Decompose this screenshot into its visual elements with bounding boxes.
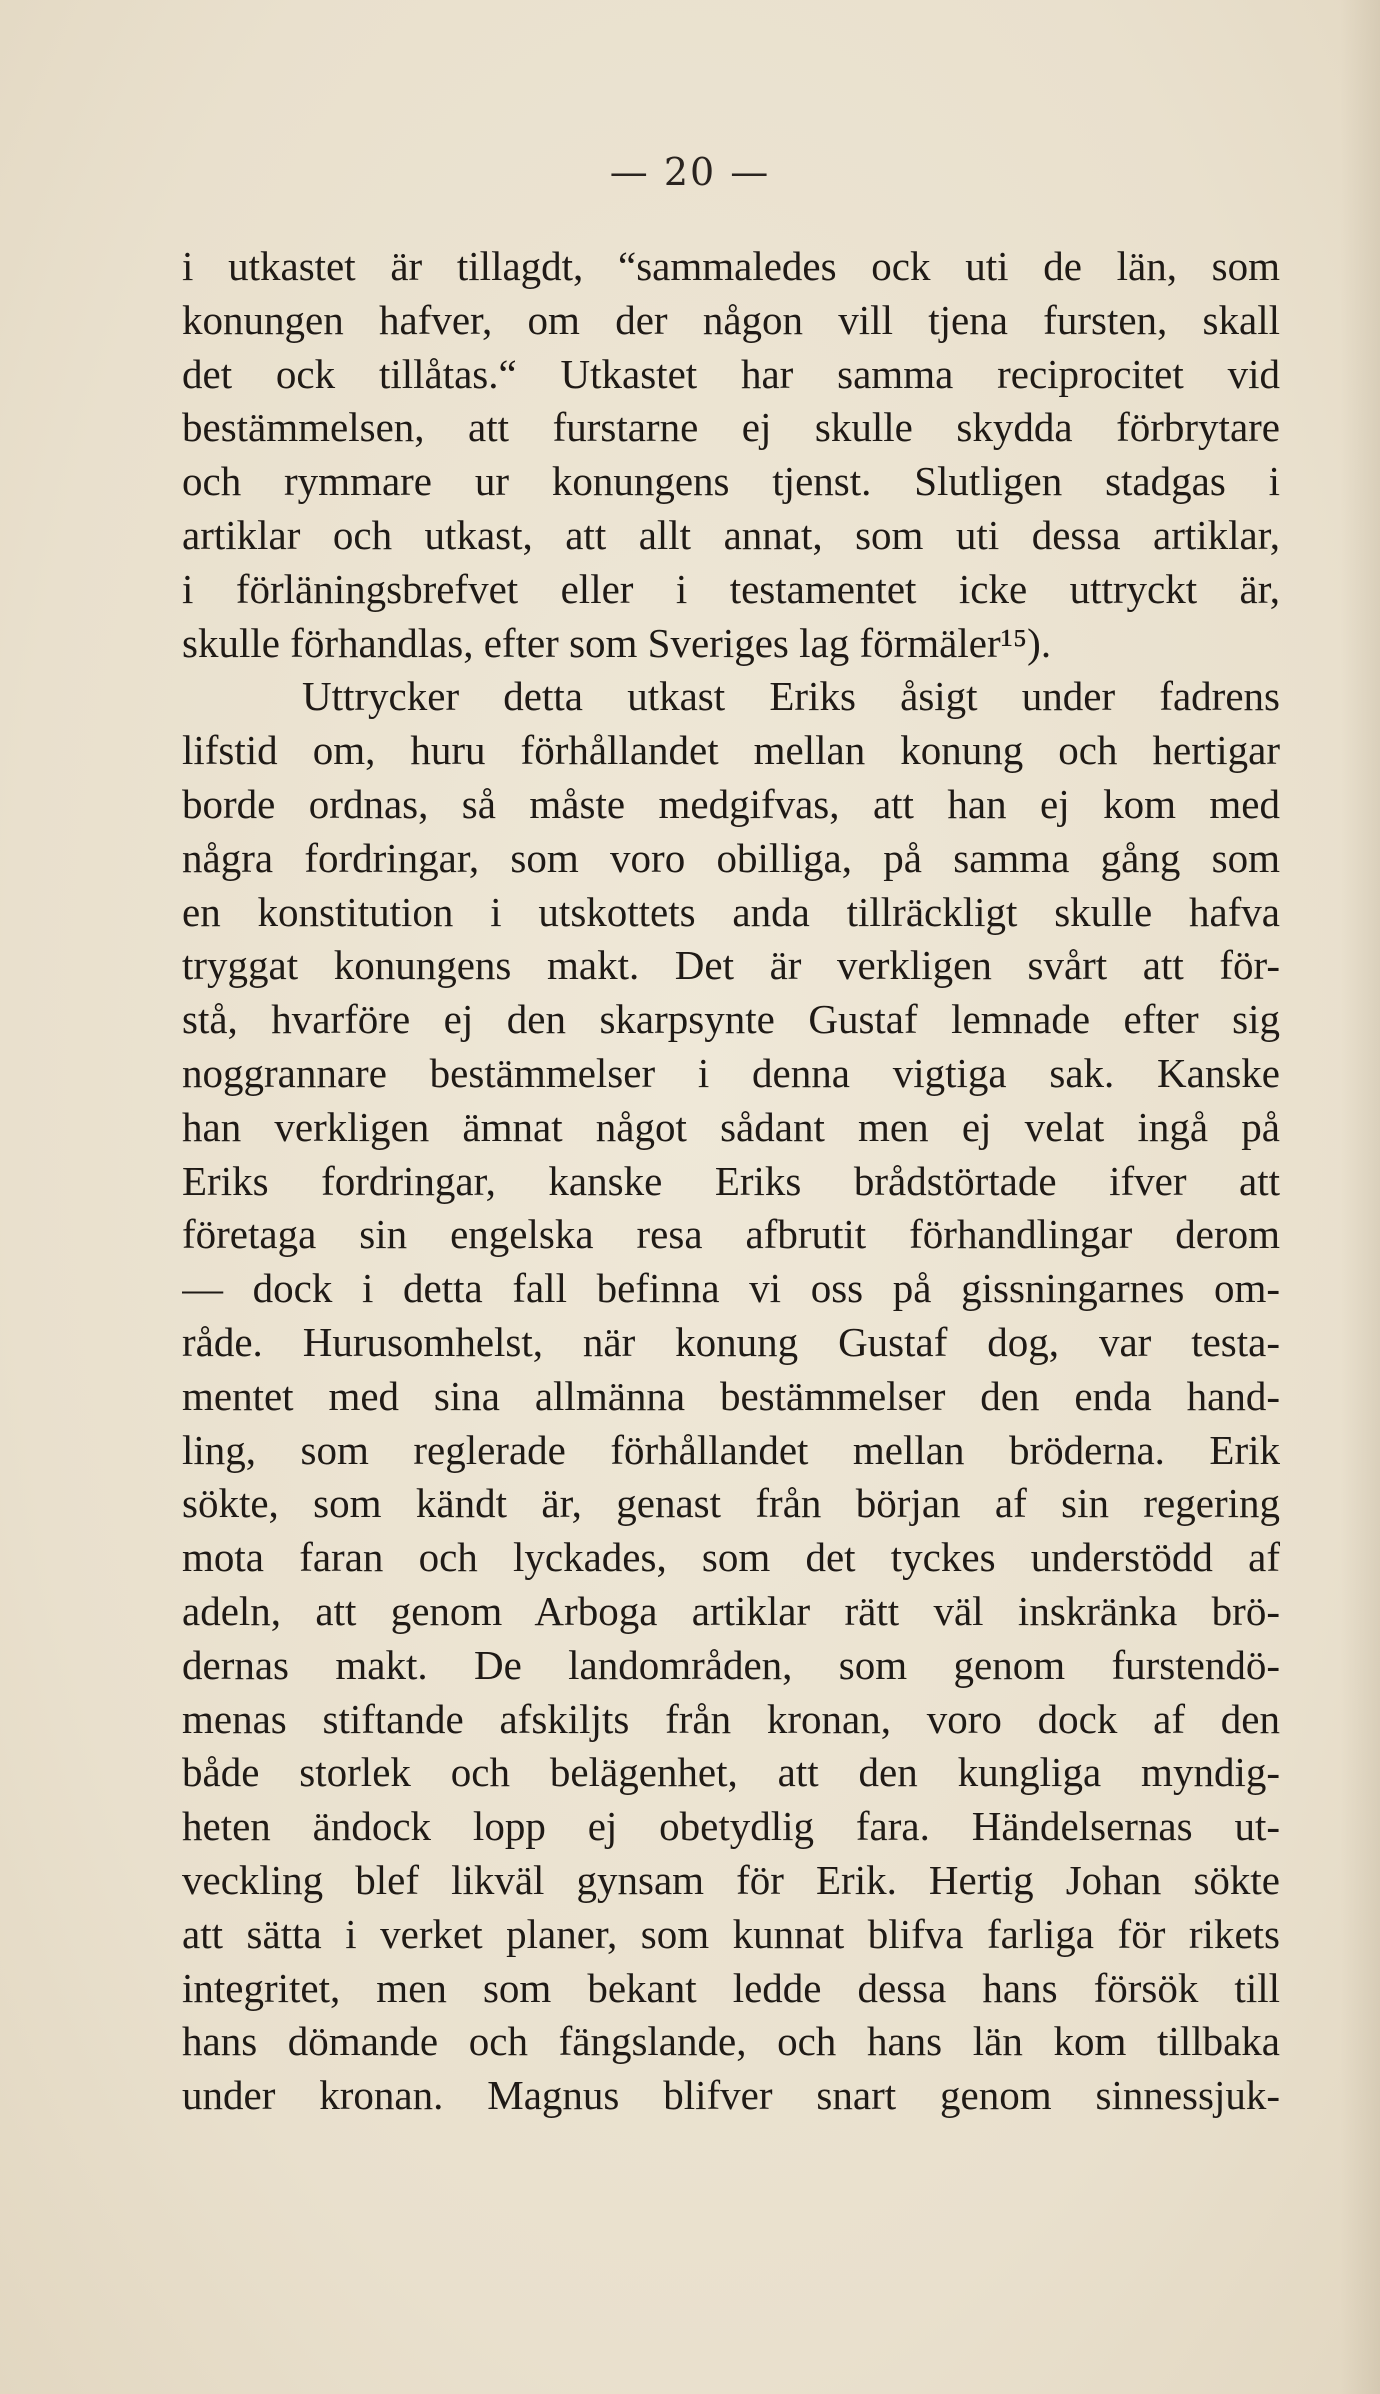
text-line: Eriks fordringar, kanske Eriks brådstörtade ifver att	[182, 1157, 1280, 1204]
text-line: en konstitution i utskottets anda tillräckligt skulle hafva	[182, 888, 1280, 935]
text-line: Uttrycker detta utkast Eriks åsigt under fadrens	[302, 673, 1280, 720]
text-line: företaga sin engelska resa afbrutit förhandlingar derom	[182, 1211, 1280, 1258]
page-edge-shadow	[1340, 0, 1380, 2394]
text-line: och rymmare ur konungens tjenst. Slutligen stadgas i	[182, 458, 1280, 505]
text-line: noggrannare bestämmelser i denna vigtiga sak. Kanske	[182, 1049, 1280, 1096]
text-line: han verkligen ämnat något sådant men ej velat ingå på	[182, 1103, 1280, 1150]
text-line: heten ändock lopp ej obetydlig fara. Händelsernas ut-	[182, 1803, 1280, 1850]
text-line: råde. Hurusomhelst, när konung Gustaf dog, var testa-	[182, 1318, 1280, 1365]
text-line: lifstid om, huru förhållandet mellan konung och hertigar	[182, 727, 1280, 774]
text-line: det ock tillåtas.“ Utkastet har samma reciprocitet vid	[182, 350, 1280, 397]
text-line: stå, hvarföre ej den skarpsynte Gustaf lemnade efter sig	[182, 996, 1280, 1043]
text-line: menas stiftande afskiljts från kronan, voro dock af den	[182, 1695, 1280, 1742]
text-line: — dock i detta fall befinna vi oss på gissningarnes om-	[182, 1265, 1280, 1312]
text-line: hans dömande och fängslande, och hans län kom tillbaka	[182, 2018, 1280, 2065]
text-line: veckling blef likväl gynsam för Erik. Hertig Johan sökte	[182, 1856, 1280, 1903]
paragraph-1	[182, 240, 1280, 670]
text-line: några fordringar, som voro obilliga, på samma gång som	[182, 834, 1280, 881]
text-line: bestämmelsen, att furstarne ej skulle skydda förbrytare	[182, 404, 1280, 451]
text-line: dernas makt. De landområden, som genom furstendö-	[182, 1641, 1280, 1688]
text-line: i förläningsbrefvet eller i testamentet icke uttryckt är,	[182, 565, 1280, 612]
text-line: mentet med sina allmänna bestämmelser den enda hand-	[182, 1372, 1280, 1419]
text-line: att sätta i verket planer, som kunnat blifva farliga för rikets	[182, 1910, 1280, 1957]
text-line: sökte, som kändt är, genast från början af sin regering	[182, 1480, 1280, 1527]
page-number: — 20 —	[609, 150, 771, 194]
text-line: mota faran och lyckades, som det tyckes understödd af	[182, 1534, 1280, 1581]
text-line: artiklar och utkast, att allt annat, som uti dessa artiklar,	[182, 511, 1280, 558]
text-line: integritet, men som bekant ledde dessa hans försök till	[182, 1964, 1280, 2011]
text-line: borde ordnas, så måste medgifvas, att han ej kom med	[182, 780, 1280, 827]
paragraph-2	[182, 670, 1280, 2123]
body-text	[182, 240, 1280, 2123]
text-line: konungen hafver, om der någon vill tjena fursten, skall	[182, 296, 1280, 343]
text-line: adeln, att genom Arboga artiklar rätt väl inskränka brö-	[182, 1587, 1280, 1634]
text-line: ling, som reglerade förhållandet mellan bröderna. Erik	[182, 1426, 1280, 1473]
text-line: under kronan. Magnus blifver snart genom sinnessjuk-	[182, 2072, 1280, 2119]
text-line: tryggat konungens makt. Det är verkligen svårt att för-	[182, 942, 1280, 989]
text-line: i utkastet är tillagdt, “sammaledes ock uti de län, som	[182, 243, 1280, 289]
text-line: både storlek och belägenhet, att den kungliga myndig-	[182, 1749, 1280, 1796]
text-line: skulle förhandlas, efter som Sveriges lag förmäler¹⁵).	[182, 619, 1052, 666]
